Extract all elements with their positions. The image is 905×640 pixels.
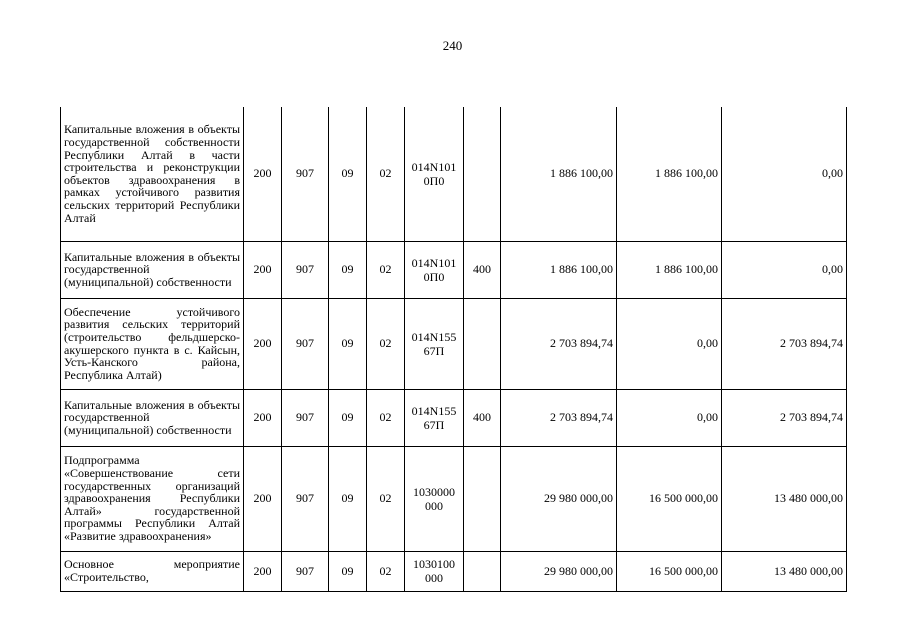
target-article-code: [405, 298, 464, 389]
grbs-code: 200: [244, 298, 282, 389]
subsection-code: 02: [367, 107, 405, 241]
target-article-line2: 67П: [423, 417, 445, 432]
amount-part-2: 2 703 894,74: [722, 389, 847, 446]
target-article-line1: 1030000: [413, 484, 455, 499]
amount-part-1: 1 886 100,00: [617, 107, 722, 241]
target-article-line1: 014N155: [411, 329, 457, 344]
table-row: [61, 446, 847, 551]
expense-type-code: 400: [464, 241, 501, 298]
table-row: [61, 551, 847, 591]
amount-total: 1 886 100,00: [501, 107, 617, 241]
target-article-line1: 014N155: [411, 403, 457, 418]
expense-type-code: [464, 551, 501, 591]
target-article-line2: 0П0: [423, 269, 445, 284]
expense-type-code: 400: [464, 389, 501, 446]
row-description: Капитальные вложения в объекты государственной (муниципальной) собственности: [61, 241, 244, 298]
target-article-line1: 1030100: [413, 557, 455, 571]
expense-type-code: [464, 446, 501, 551]
subsection-code: 02: [367, 298, 405, 389]
row-description: Капитальные вложения в объекты государственной (муниципальной) собственности: [61, 389, 244, 446]
target-article-code: [405, 389, 464, 446]
grbs-code: 200: [244, 241, 282, 298]
target-article-code: [405, 107, 464, 241]
table-row: [61, 241, 847, 298]
amount-total: 29 980 000,00: [501, 446, 617, 551]
section-code: 09: [329, 298, 367, 389]
section-code: 09: [329, 389, 367, 446]
target-article-line2: 000: [425, 498, 443, 513]
target-article-line1: 014N101: [411, 159, 457, 174]
admin-code: 907: [282, 389, 329, 446]
section-code: 09: [329, 446, 367, 551]
amount-part-1: 16 500 000,00: [617, 551, 722, 591]
budget-table: [60, 107, 847, 592]
subsection-code: 02: [367, 241, 405, 298]
amount-part-2: 13 480 000,00: [722, 446, 847, 551]
admin-code: 907: [282, 241, 329, 298]
section-code: 09: [329, 241, 367, 298]
expense-type-code: [464, 298, 501, 389]
grbs-code: 200: [244, 551, 282, 591]
amount-total: 29 980 000,00: [501, 551, 617, 591]
target-article-line1: 014N101: [411, 255, 457, 270]
amount-part-2: 0,00: [722, 241, 847, 298]
amount-part-1: 0,00: [617, 298, 722, 389]
target-article-line2: 0П0: [423, 173, 445, 188]
target-article-code: [405, 446, 464, 551]
amount-part-1: 16 500 000,00: [617, 446, 722, 551]
amount-part-2: 2 703 894,74: [722, 298, 847, 389]
row-description: Основное мероприятие «Строительство,: [61, 551, 244, 591]
table-row: [61, 389, 847, 446]
admin-code: 907: [282, 551, 329, 591]
amount-part-1: 0,00: [617, 389, 722, 446]
table-row: [61, 298, 847, 389]
page-number: 240: [442, 38, 463, 53]
section-code: 09: [329, 551, 367, 591]
amount-part-1: 1 886 100,00: [617, 241, 722, 298]
row-description: Капитальные вложения в объекты государственной собственности Республики Алтай в части строительства и реконструкции объектов здравоохранения в рамках устойчивого развития сельских территорий Республики Алтай: [61, 107, 244, 241]
target-article-line2: 000: [425, 571, 443, 585]
amount-total: 2 703 894,74: [501, 298, 617, 389]
admin-code: 907: [282, 298, 329, 389]
admin-code: 907: [282, 446, 329, 551]
amount-part-2: 0,00: [722, 107, 847, 241]
target-article-line2: 67П: [423, 343, 445, 358]
table-row: [61, 107, 847, 241]
amount-total: 1 886 100,00: [501, 241, 617, 298]
row-description: Обеспечение устойчивого развития сельских территорий (строительство фельдшерско-акушерского пункта в с. Кайсын, Усть-Канского района, Республика Алтай): [61, 298, 244, 389]
subsection-code: 02: [367, 551, 405, 591]
subsection-code: 02: [367, 446, 405, 551]
grbs-code: 200: [244, 446, 282, 551]
target-article-code: [405, 241, 464, 298]
target-article-code: [405, 551, 464, 591]
amount-part-2: 13 480 000,00: [722, 551, 847, 591]
amount-total: 2 703 894,74: [501, 389, 617, 446]
grbs-code: 200: [244, 389, 282, 446]
grbs-code: 200: [244, 107, 282, 241]
row-description: Подпрограмма «Совершенствование сети государственных организаций здравоохранения Республики Алтай» государственной программы Республики Алтай «Развитие здравоохранения»: [61, 446, 244, 551]
section-code: 09: [329, 107, 367, 241]
subsection-code: 02: [367, 389, 405, 446]
admin-code: 907: [282, 107, 329, 241]
expense-type-code: [464, 107, 501, 241]
